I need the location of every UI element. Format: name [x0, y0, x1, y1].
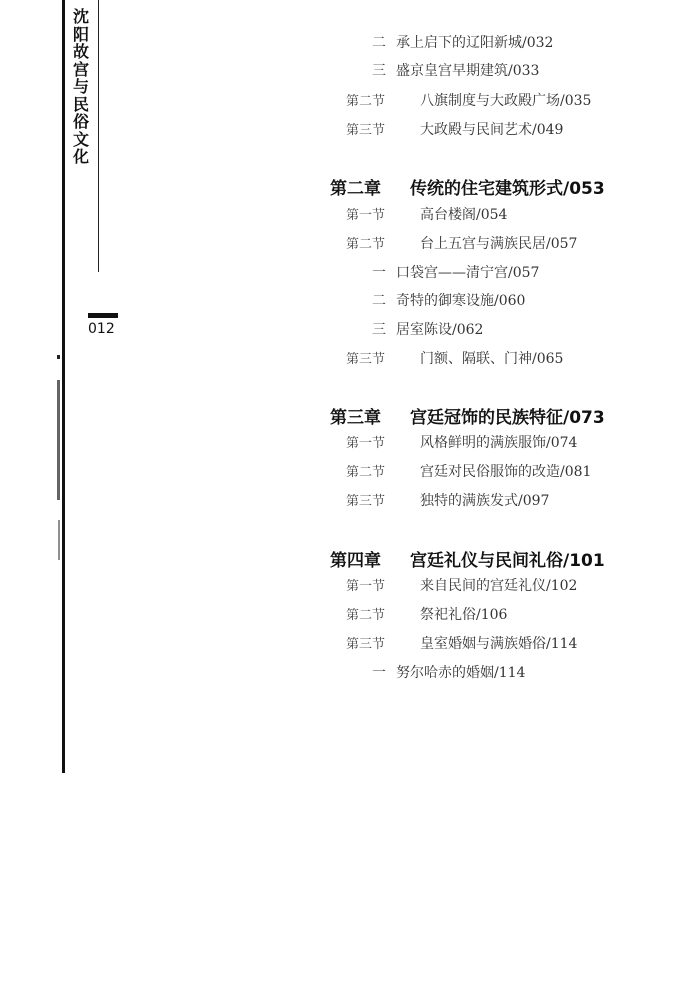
toc-label: 第二节	[346, 608, 386, 623]
toc-label: 第一节	[346, 208, 386, 223]
toc-title: 大政殿与民间艺术/049	[420, 122, 564, 138]
toc-title: 承上启下的辽阳新城/032	[396, 35, 554, 51]
toc-section	[346, 204, 507, 224]
page-number: 012	[88, 321, 115, 337]
toc-title: 八旗制度与大政殿广场/035	[420, 93, 592, 109]
toc-label: 第二节	[346, 465, 386, 480]
toc-label: 第三节	[346, 637, 386, 652]
toc-section	[346, 90, 591, 110]
toc-title: 门额、隔联、门神/065	[420, 351, 564, 367]
toc-subsection	[372, 319, 483, 339]
toc-section	[346, 461, 591, 481]
book-title-vertical: 沈阳故宫与民俗文化	[72, 7, 89, 166]
toc-label: 第三节	[346, 494, 386, 509]
toc-section	[346, 575, 577, 595]
margin-dash	[58, 520, 60, 560]
toc-label: 第四章	[330, 551, 381, 571]
toc-label: 三	[372, 63, 386, 79]
toc-chapter	[330, 174, 605, 199]
page-number-bar	[88, 313, 118, 318]
toc-label: 第一节	[346, 436, 386, 451]
margin-rule	[62, 0, 65, 773]
toc-label: 第二节	[346, 94, 386, 109]
toc-title: 台上五宫与满族民居/057	[420, 236, 578, 252]
toc-title: 风格鲜明的满族服饰/074	[420, 435, 578, 451]
toc-title: 口袋宫——清宁宫/057	[396, 265, 540, 281]
margin-dash	[57, 355, 60, 359]
toc-subsection	[372, 290, 525, 310]
toc-section	[346, 432, 577, 452]
toc-title: 独特的满族发式/097	[420, 493, 550, 509]
margin-dash	[57, 380, 60, 500]
toc-section	[346, 348, 563, 368]
toc-title: 皇室婚姻与满族婚俗/114	[420, 636, 578, 652]
toc-chapter	[330, 403, 605, 428]
toc-title: 奇特的御寒设施/060	[396, 293, 526, 309]
toc-label: 第二章	[330, 179, 381, 199]
toc-label: 一	[372, 265, 386, 281]
toc-label: 二	[372, 293, 386, 309]
toc-title: 宫廷对民俗服饰的改造/081	[420, 464, 592, 480]
toc-label: 第一节	[346, 579, 386, 594]
toc-title: 来自民间的宫廷礼仪/102	[420, 578, 578, 594]
toc-section	[346, 233, 577, 253]
toc-subsection	[372, 662, 525, 682]
margin-rule-thin	[98, 0, 99, 272]
toc-chapter	[330, 546, 605, 571]
toc-section	[346, 604, 507, 624]
toc-label: 一	[372, 665, 386, 681]
toc-subsection	[372, 60, 539, 80]
toc-title: 居室陈设/062	[396, 322, 484, 338]
toc-title: 高台楼阁/054	[420, 207, 508, 223]
toc-label: 三	[372, 322, 386, 338]
toc-section	[346, 119, 563, 139]
toc-title: 传统的住宅建筑形式/053	[410, 179, 605, 199]
toc-title: 宫廷礼仪与民间礼俗/101	[410, 551, 605, 571]
toc-title: 宫廷冠饰的民族特征/073	[410, 408, 605, 428]
toc-label: 第三节	[346, 352, 386, 367]
toc-subsection	[372, 32, 553, 52]
toc-subsection	[372, 262, 539, 282]
toc-label: 二	[372, 35, 386, 51]
toc-section	[346, 633, 577, 653]
toc-label: 第二节	[346, 237, 386, 252]
toc-title: 祭祀礼俗/106	[420, 607, 508, 623]
toc-title: 努尔哈赤的婚姻/114	[396, 665, 526, 681]
toc-section	[346, 490, 549, 510]
toc-label: 第三章	[330, 408, 381, 428]
toc-title: 盛京皇宫早期建筑/033	[396, 63, 540, 79]
toc-label: 第三节	[346, 123, 386, 138]
